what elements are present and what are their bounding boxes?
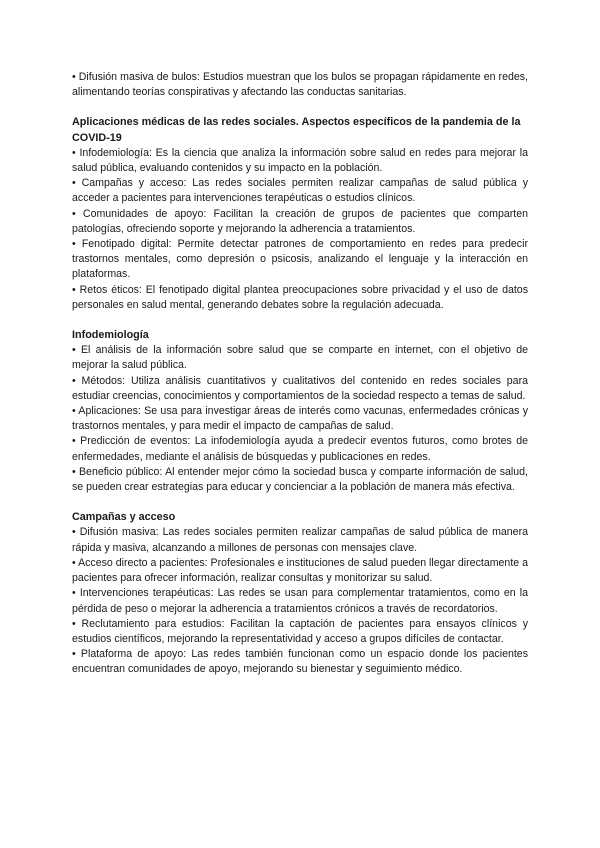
bullet-intervenciones: • Intervenciones terapéuticas: Las redes se usan para complementar tratamientos, como en la pérdida de peso o mejorar la adherencia a tratamientos crónicos a través de recordatorios. <box>72 587 528 615</box>
bullet-beneficio-publico: • Beneficio público: Al entender mejor cómo la sociedad busca y comparte información de salud, se pueden crear estrategias para educar y concienciar a la población de manera más efectiva. <box>72 465 528 494</box>
bullet-analisis: • El análisis de la información sobre salud que se comparte en internet, con el objetivo de mejorar la salud pública. <box>72 344 528 372</box>
bullet-prediccion-eventos: • Predicción de eventos: La infodemiología ayuda a predecir eventos futuros, como brotes de enfermedades, mediante el análisis de búsquedas y publicaciones en redes. <box>72 435 528 463</box>
section-heading-infodemiologia: Infodemiología <box>72 329 149 342</box>
bullet-difusion-masiva: • Difusión masiva: Las redes sociales permiten realizar campañas de salud pública de manera rápida y masiva, alcanzando a millones de personas con mensajes clave. <box>72 526 528 554</box>
bullet-difusion-bulos: • Difusión masiva de bulos: Estudios muestran que los bulos se propagan rápidamente en redes, alimentando teorías conspirativas y afectando las conductas sanitarias. <box>72 71 528 99</box>
bullet-aplicaciones: • Aplicaciones: Se usa para investigar áreas de interés como vacunas, enfermedades crónicas y trastornos mentales, y para medir el impacto de campañas de salud. <box>72 405 528 433</box>
campanas-section <box>72 510 528 677</box>
bullet-retos-eticos: • Retos éticos: El fenotipado digital plantea preocupaciones sobre privacidad y el uso de datos personales en salud mental, generando debates sobre la regulación adecuada. <box>72 283 528 311</box>
infodemiologia-section <box>72 328 528 495</box>
bullet-infodemiologia: • Infodemiología: Es la ciencia que analiza la información sobre salud en redes para mejorar la salud pública, evaluando contenidos y su impacto en la población. <box>72 146 528 175</box>
bullet-plataforma-apoyo: • Plataforma de apoyo: Las redes también funcionan como un espacio donde los pacientes encuentran comunidades de apoyo, mejorando su bienestar y seguimiento médico. <box>72 648 528 676</box>
bullet-comunidades-apoyo: • Comunidades de apoyo: Facilitan la creación de grupos de pacientes que comparten patologías, ofreciendo soporte y mejorando la adherencia a tratamientos. <box>72 207 528 235</box>
document-body <box>72 70 528 678</box>
bullet-fenotipado-digital: • Fenotipado digital: Permite detectar patrones de comportamiento en redes para predecir trastornos mentales, como depresión o psicosis, analizando el lenguaje y la interacción en plataformas. <box>72 238 528 281</box>
bullet-metodos: • Métodos: Utiliza análisis cuantitativos y cualitativos del contenido en redes sociales para estudiar creencias, conocimientos y comportamientos de la sociedad respecto a temas de salud. <box>72 374 528 402</box>
bullet-reclutamiento: • Reclutamiento para estudios: Facilitan la captación de pacientes para ensayos clínicos y estudios científicos, mejorando la representatividad y acceso a grupos difíciles de contactar. <box>72 617 528 645</box>
bullet-acceso-directo: • Acceso directo a pacientes: Profesionales e instituciones de salud pueden llegar directamente a pacientes para ofrecer información, realizar consultas y monitorizar su salud. <box>72 556 528 585</box>
aplicaciones-section <box>72 115 528 313</box>
section-heading-campanas: Campañas y acceso <box>72 511 176 524</box>
bullet-campanas-acceso: • Campañas y acceso: Las redes sociales permiten realizar campañas de salud pública y acceder a pacientes para intervenciones terapéuticas o estudios clínicos. <box>72 177 528 205</box>
intro-section <box>72 70 528 100</box>
section-heading-aplicaciones: Aplicaciones médicas de las redes sociales. Aspectos específicos de la pandemia de la COVID-19 <box>72 116 521 144</box>
